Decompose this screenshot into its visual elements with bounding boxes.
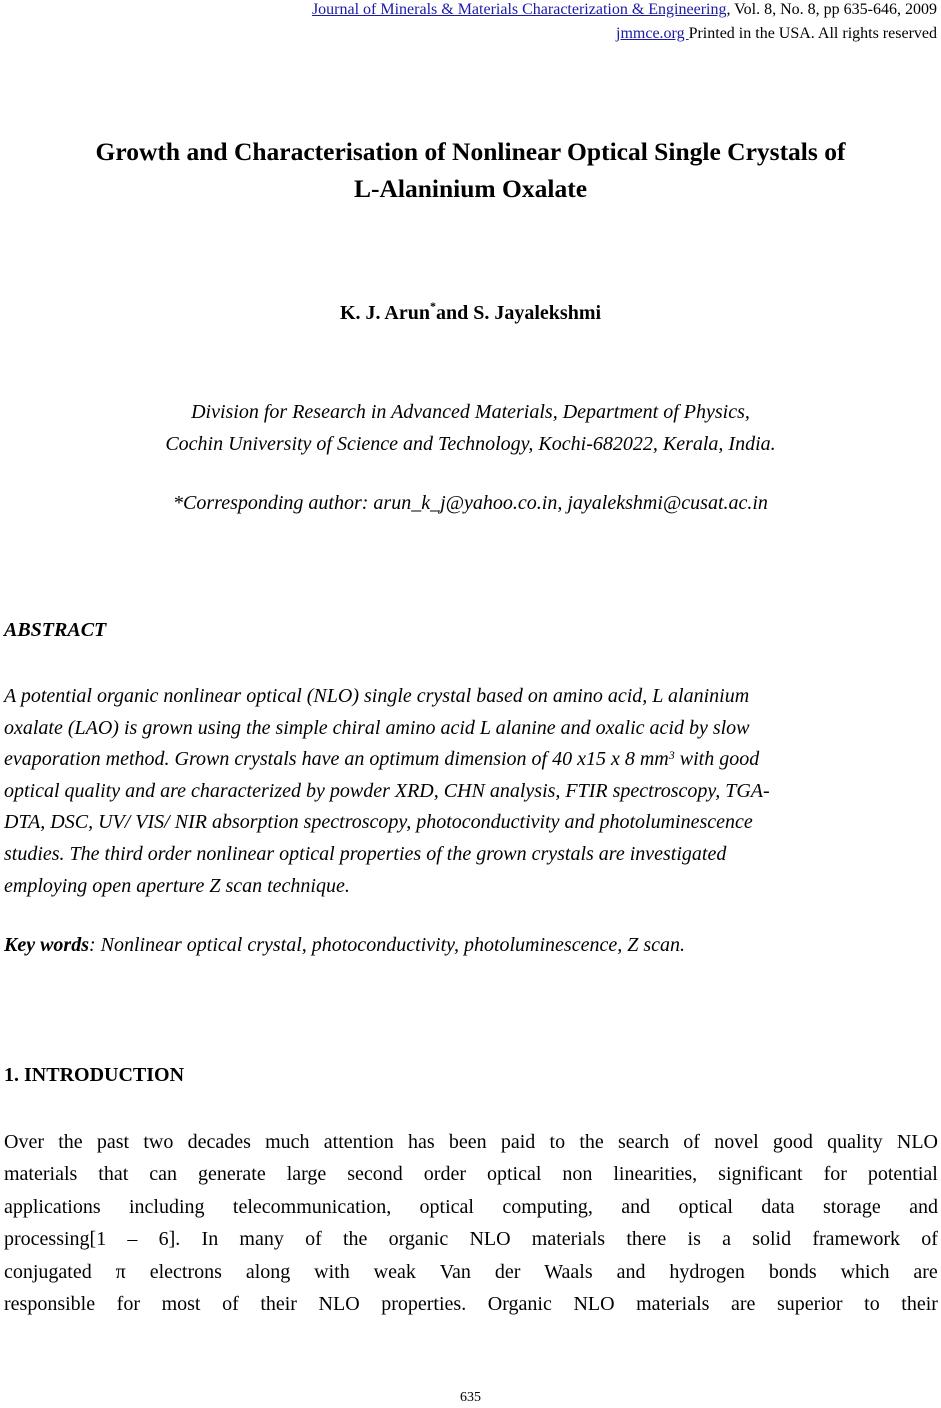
word: is [687, 1228, 701, 1251]
keywords-text: : Nonlinear optical crystal, photoconductivity, photoluminescence, Z scan. [89, 934, 686, 956]
word: optical [419, 1195, 474, 1218]
word: electrons [149, 1260, 222, 1283]
word: generate [197, 1163, 266, 1186]
word: of [222, 1293, 239, 1316]
word: optical [678, 1195, 733, 1218]
word: second [347, 1163, 403, 1186]
introduction-body [4, 1126, 938, 1320]
intro-line: Over the past two decades much attention has been paid to the search of novel good quality NLO [4, 1131, 938, 1153]
word: conjugated [4, 1260, 92, 1283]
word: non [562, 1163, 593, 1186]
word: along [245, 1260, 291, 1283]
affiliation-line-1: Division for Research in Advanced Materials, Department of Physics, [191, 401, 750, 423]
word: which [840, 1260, 890, 1283]
word: a [722, 1228, 731, 1251]
word: linearities, [613, 1163, 698, 1186]
word: including [129, 1195, 205, 1218]
intro-line [4, 1223, 938, 1255]
title-line-2: L-Alaninium Oxalate [353, 174, 588, 203]
intro-line [4, 1288, 938, 1320]
word: – [127, 1228, 138, 1251]
affiliation [0, 396, 941, 460]
abstract-line: DTA, DSC, UV/ VIS/ NIR absorption spectroscopy, photoconductivity and photoluminescence [4, 811, 753, 834]
page-number: 635 [460, 1390, 481, 1405]
section-heading-introduction: 1. INTRODUCTION [4, 1064, 185, 1086]
keywords-label: Key words [4, 934, 89, 956]
word: materials [4, 1163, 78, 1186]
word: potential [867, 1163, 938, 1186]
word: Organic [487, 1293, 552, 1316]
word: processing[1 [4, 1228, 107, 1251]
paper-title [0, 133, 941, 207]
abstract-heading: ABSTRACT [4, 619, 107, 641]
journal-site-line [616, 24, 937, 44]
word: 6]. [158, 1228, 181, 1251]
author-1: K. J. Arun [339, 302, 430, 324]
word: In [201, 1228, 219, 1251]
affiliation-line-2: Cochin University of Science and Technology, Kochi-682022, Kerala, India. [165, 433, 776, 455]
word: materials [531, 1228, 606, 1251]
journal-volume-info: , Vol. 8, No. 8, pp 635-646, 2009 [726, 1, 937, 18]
word: superior [777, 1293, 843, 1316]
abstract-body [4, 681, 938, 902]
title-line-1: Growth and Characterisation of Nonlinear Optical Single Crystals of [95, 137, 846, 166]
word: there [626, 1228, 667, 1251]
word: that [98, 1163, 129, 1186]
word: NLO [469, 1228, 511, 1251]
word: can [149, 1163, 178, 1186]
word: computing, [502, 1195, 593, 1218]
word: the [342, 1228, 368, 1251]
word: most [161, 1293, 201, 1316]
word: and [621, 1195, 651, 1218]
journal-link[interactable]: Journal of Minerals & Materials Characterization & Engineering [311, 1, 727, 18]
intro-line [4, 1191, 938, 1223]
word: are [731, 1293, 756, 1316]
journal-citation [312, 0, 937, 20]
word: optical [486, 1163, 542, 1186]
word: bonds [768, 1260, 817, 1283]
word: for [823, 1163, 847, 1186]
word: for [116, 1293, 140, 1316]
abstract-line [4, 744, 938, 776]
abstract-text: with good [674, 748, 760, 771]
word: of [305, 1228, 322, 1251]
word: significant [718, 1163, 803, 1186]
word: their [901, 1293, 938, 1316]
word: telecommunication, [232, 1195, 392, 1218]
site-link[interactable]: jmmce.org [616, 25, 689, 42]
word: with [314, 1260, 350, 1283]
word: and [616, 1260, 646, 1283]
abstract-line: studies. The third order nonlinear optical properties of the grown crystals are investigated [4, 842, 727, 865]
word: organic [388, 1228, 449, 1251]
word: many [239, 1228, 284, 1251]
word: of [921, 1228, 938, 1251]
word: properties. [381, 1293, 467, 1316]
corresponding-mark: * [429, 299, 436, 313]
corresponding-author: *Corresponding author: arun_k_j@yahoo.co.in, jayalekshmi@cusat.ac.in [173, 492, 768, 514]
word: large [286, 1163, 327, 1186]
word: weak [373, 1260, 416, 1283]
word: storage [822, 1195, 881, 1218]
abstract-line: oxalate (LAO) is grown using the simple chiral amino acid L alanine and oxalic acid by slow [4, 716, 750, 739]
word: order [423, 1163, 466, 1186]
word: NLO [573, 1293, 615, 1316]
word: Van [439, 1260, 471, 1283]
rights-notice: Printed in the USA. All rights reserved [688, 25, 937, 42]
word: to [864, 1293, 880, 1316]
word: hydrogen [669, 1260, 745, 1283]
word: π [115, 1260, 126, 1283]
abstract-text: evaporation method. Grown crystals have an optimum dimension of 40 x15 x 8 mm [4, 748, 669, 771]
word: data [761, 1195, 795, 1218]
word: Waals [544, 1260, 593, 1283]
abstract-line: A potential organic nonlinear optical (NLO) single crystal based on amino acid, L alaninium [4, 685, 750, 707]
word: and [909, 1195, 938, 1218]
abstract-line: employing open aperture Z scan technique. [4, 874, 350, 897]
superscript: 3 [668, 748, 675, 763]
word: are [913, 1260, 938, 1283]
word: NLO [318, 1293, 360, 1316]
word: applications [4, 1195, 101, 1218]
keywords [4, 934, 685, 957]
word: their [260, 1293, 297, 1316]
intro-line [4, 1256, 938, 1288]
word: framework [812, 1228, 901, 1251]
abstract-line: optical quality and are characterized by powder XRD, CHN analysis, FTIR spectroscopy, TGA- [4, 779, 770, 802]
word: responsible [4, 1293, 96, 1316]
intro-line [4, 1158, 938, 1190]
word: materials [636, 1293, 710, 1316]
word: der [494, 1260, 521, 1283]
author-list [0, 299, 941, 325]
author-2: and S. Jayalekshmi [435, 302, 602, 324]
word: solid [752, 1228, 792, 1251]
